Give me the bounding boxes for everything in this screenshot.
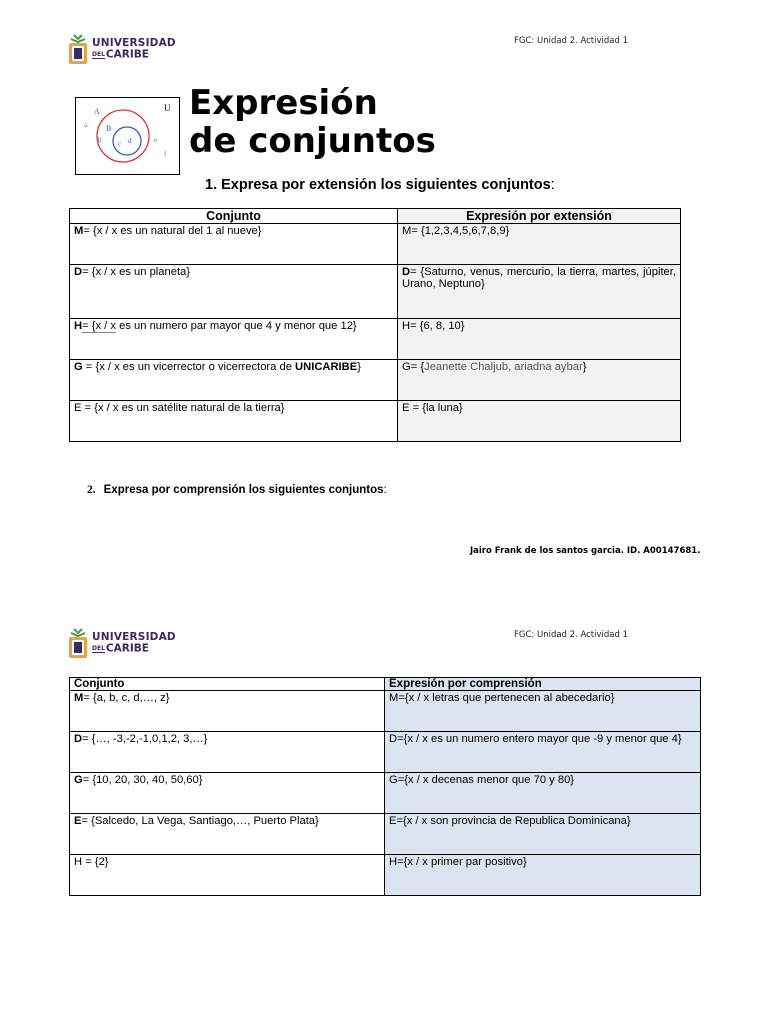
table-cell: D= {Saturno, venus, mercurio, la tierra, martes, júpiter, Urano, Neptuno} bbox=[398, 265, 681, 319]
section2-number: 2. bbox=[87, 484, 96, 496]
table-cell: E= {Salcedo, La Vega, Santiago,…, Puerto Plata} bbox=[70, 814, 385, 855]
table-cell: H= {6, 8, 10} bbox=[398, 319, 681, 360]
venn-label-A: A bbox=[94, 107, 100, 116]
table1-col-expresion: Expresión por extensión bbox=[398, 209, 681, 224]
table1-col-conjunto: Conjunto bbox=[70, 209, 398, 224]
table-cell: H= {x / x es un numero par mayor que 4 y menor que 12} bbox=[70, 319, 398, 360]
comprehension-table bbox=[69, 677, 701, 896]
table-cell: M= {x / x es un natural del 1 al nueve} bbox=[70, 224, 398, 265]
table-cell: G={x / x decenas menor que 70 y 80} bbox=[385, 773, 701, 814]
venn-elem-d: d bbox=[128, 137, 132, 145]
venn-elem-f: f bbox=[164, 150, 167, 158]
student-signature: Jairo Frank de los santos garcia. ID. A00147681. bbox=[470, 546, 701, 556]
page-title bbox=[189, 84, 436, 160]
venn-label-B: B bbox=[106, 124, 112, 133]
table-cell: M= {a, b, c, d,…, z} bbox=[70, 691, 385, 732]
table-row bbox=[70, 401, 681, 442]
table-cell: G= {Jeanette Chaljub, ariadna aybar} bbox=[398, 360, 681, 401]
venn-elem-e: e bbox=[154, 136, 158, 144]
venn-elem-a: a bbox=[84, 121, 88, 129]
table2-col-expresion: Expresión por comprensión bbox=[385, 678, 701, 691]
table-row bbox=[70, 319, 681, 360]
table-header-row bbox=[70, 678, 701, 691]
course-header-2: FGC: Unidad 2. Actividad 1 bbox=[514, 630, 628, 640]
section1-heading bbox=[205, 177, 555, 193]
logo-text-line2: CARIBE bbox=[105, 48, 149, 61]
course-header: FGC: Unidad 2. Actividad 1 bbox=[514, 36, 628, 46]
table-cell: D= {x / x es un planeta} bbox=[70, 265, 398, 319]
section2-text: Expresa por comprensión los siguientes conjuntos bbox=[103, 484, 384, 496]
logo-emblem-icon bbox=[68, 627, 88, 659]
table-cell: G = {x / x es un vicerrector o vicerrectora de UNICARIBE} bbox=[70, 360, 398, 401]
table-cell: D={x / x es un numero entero mayor que -9 y menor que 4} bbox=[385, 732, 701, 773]
venn-elem-c: c bbox=[118, 140, 122, 148]
venn-label-U: U bbox=[164, 103, 171, 113]
section1-colon: : bbox=[550, 177, 555, 193]
table-cell: E = {x / x es un satélite natural de la tierra} bbox=[70, 401, 398, 442]
table-row bbox=[70, 265, 681, 319]
table-cell: M={x / x letras que pertenecen al abecedario} bbox=[385, 691, 701, 732]
table-row bbox=[70, 773, 701, 814]
table-cell: H = {2} bbox=[70, 855, 385, 896]
extension-table bbox=[69, 208, 681, 442]
logo-text-del: DEL bbox=[92, 644, 105, 652]
university-logo bbox=[68, 33, 176, 65]
table-cell: H={x / x primer par positivo} bbox=[385, 855, 701, 896]
section1-text: 1. Expresa por extensión los siguientes conjuntos bbox=[205, 177, 551, 193]
section2-colon: : bbox=[383, 484, 387, 496]
table-cell: G= {10, 20, 30, 40, 50,60} bbox=[70, 773, 385, 814]
table-row bbox=[70, 224, 681, 265]
table-cell: E={x / x son provincia de Republica Dominicana} bbox=[385, 814, 701, 855]
venn-elem-b: b bbox=[98, 136, 102, 144]
table-cell: M= {1,2,3,4,5,6,7,8,9} bbox=[398, 224, 681, 265]
logo-text-line1: UNIVERSIDAD bbox=[92, 630, 176, 643]
title-line2: de conjuntos bbox=[189, 121, 436, 161]
logo-text-line1: UNIVERSIDAD bbox=[92, 36, 176, 49]
venn-diagram bbox=[75, 97, 180, 175]
table-row bbox=[70, 732, 701, 773]
table-cell: E = {la luna} bbox=[398, 401, 681, 442]
table2-col-conjunto: Conjunto bbox=[70, 678, 385, 691]
table-row bbox=[70, 855, 701, 896]
university-logo-2 bbox=[68, 627, 176, 659]
logo-text-line2: CARIBE bbox=[105, 642, 149, 655]
table-row bbox=[70, 814, 701, 855]
section2-heading bbox=[87, 484, 387, 496]
logo-text-del: DEL bbox=[92, 50, 105, 58]
logo-emblem-icon bbox=[68, 33, 88, 65]
table-row bbox=[70, 691, 701, 732]
table-row bbox=[70, 360, 681, 401]
table-cell: D= {…, -3,-2,-1,0,1,2, 3,…} bbox=[70, 732, 385, 773]
title-line1: Expresión bbox=[189, 83, 378, 123]
table-header-row bbox=[70, 209, 681, 224]
